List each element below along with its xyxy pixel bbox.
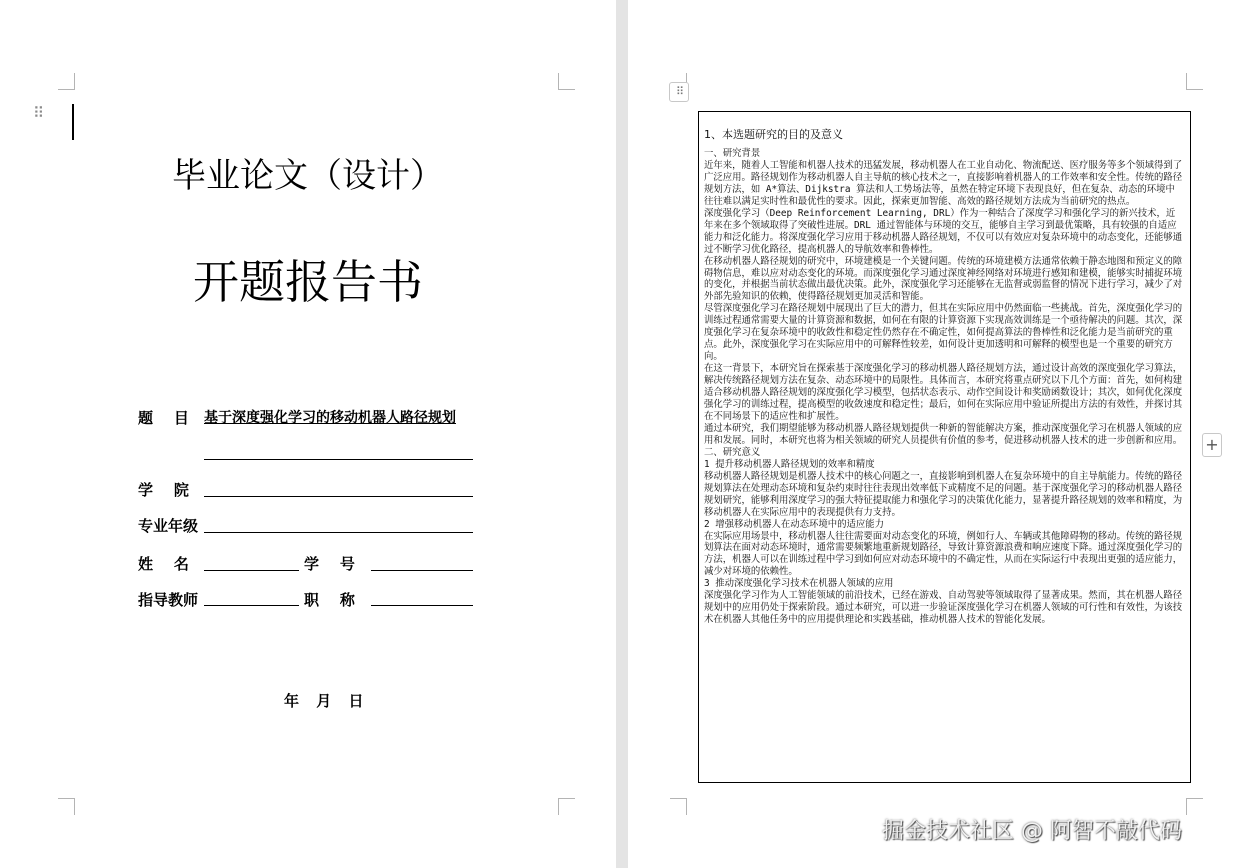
cover-title-line2: 开题报告书 [193,255,423,309]
margin-corner-mark [1186,798,1203,815]
margin-corner-mark [558,73,575,90]
student-id-field[interactable] [371,570,473,571]
paragraph: 深度强化学习作为人工智能领域的前沿技术，已经在游戏、自动驾驶等领域取得了显著成果。然而，其在机器人路径规划中的应用仍处于探索阶段。通过本研究，可以进一步验证深度强化学习在机器人领域的可行性和有效性，为该技术在机器人其他任务中的应用提供理论和实践基础，推动机器人技术的智能化发展。 [704,590,1183,626]
paragraph: 尽管深度强化学习在路径规划中展现出了巨大的潜力，但其在实际应用中仍然面临一些挑战。首先，深度强化学习的训练过程通常需要大量的计算资源和数据，如何在有限的计算资源下实现高效训练是一个亟待解决的问题。其次，深度强化学习在复杂环境中的收敛性和稳定性仍然存在不确定性，如何提高算法的鲁棒性和泛化能力是当前研究的重点。此外，深度强化学习在实际应用中的可解释性较差，如何设计更加透明和可解释的模型也是一个重要的研究方向。 [704,303,1183,363]
paragraph: 移动机器人路径规划是机器人技术中的核心问题之一，直接影响到机器人在复杂环境中的自主导航能力。传统的路径规划算法在处理动态环境和复杂约束时往往表现出效率低下或精度不足的问题。基于深度强化学习的移动机器人路径规划研究，能够利用深度学习的强大特征提取能力和强化学习的决策优化能力，显著提升路径规划的效率和精度，为移动机器人在实际应用中的表现提供有力支持。 [704,470,1183,518]
college-label: 学 院 [138,481,189,499]
advisor-field[interactable] [204,605,299,606]
margin-corner-mark [670,798,687,815]
cover-title-line1: 毕业论文（设计） [172,156,444,196]
college-field[interactable] [204,496,473,497]
topic-value[interactable]: 基于深度强化学习的移动机器人路径规划 [204,410,456,426]
block-drag-handle-icon[interactable]: ⠿ [33,104,42,122]
paragraph: 1 提升移动机器人路径规划的效率和精度 [704,458,875,470]
section-heading: 1、本选题研究的目的及意义 [704,128,843,141]
job-title-label: 职 称 [304,591,355,609]
topic-underline[interactable] [204,459,473,460]
advisor-label: 指导教师 [138,591,199,609]
cover-page [0,0,616,868]
watermark: 掘金技术社区 @ 阿智不敲代码 [882,819,1182,844]
topic-label: 题 目 [138,409,189,427]
table-drag-handle-icon[interactable]: ⠿ [669,82,689,102]
date-line: 年 月 日 [284,692,370,710]
content-text-box[interactable] [698,111,1191,783]
margin-corner-mark [1186,73,1203,90]
margin-corner-mark [558,798,575,815]
paragraph: 在实际应用场景中，移动机器人往往需要面对动态变化的环境，例如行人、车辆或其他障碍物的移动。传统的路径规划算法在面对动态环境时，通常需要频繁地重新规划路径，导致计算资源浪费和响应速度下降。通过深度强化学习的方法，机器人可以在训练过程中学习到如何应对动态环境中的不确定性，从而在实际运行中表现出更强的适应能力，减少对环境的依赖性。 [704,530,1183,578]
add-row-plus-icon[interactable]: + [1202,433,1222,457]
paragraph: 一、研究背景 [704,148,761,159]
paragraph: 3 推动深度强化学习技术在机器人领域的应用 [704,578,894,590]
paragraph: 在移动机器人路径规划的研究中，环境建模是一个关键问题。传统的环境建模方法通常依赖于静态地图和预定义的障碍物信息，难以应对动态变化的环境。而深度强化学习通过深度神经网络对环境进行感知和建模，能够实时捕捉环境的变化，并根据当前状态做出最优决策。此外，深度强化学习还能够在无监督或弱监督的情况下进行学习，减少了对外部先验知识的依赖，使得路径规划更加灵活和智能。 [704,255,1183,303]
paragraph: 通过本研究，我们期望能够为移动机器人路径规划提供一种新的智能解决方案，推动深度强化学习在机器人领域的应用和发展。同时，本研究也将为相关领域的研究人员提供有价值的参考，促进移动机器人技术的进一步创新和应用。 [704,422,1183,446]
paragraph: 2 增强移动机器人在动态环境中的适应能力 [704,518,885,530]
major-field[interactable] [204,532,473,533]
name-field[interactable] [204,570,299,571]
student-id-label: 学 号 [304,555,355,573]
text-cursor [72,104,74,140]
paragraph: 二、研究意义 [704,446,761,458]
major-label: 专业年级 [138,517,199,535]
paragraph: 在这一背景下，本研究旨在探索基于深度强化学习的移动机器人路径规划方法，通过设计高效的深度强化学习算法，解决传统路径规划方法在复杂、动态环境中的局限性。具体而言，本研究将重点研究以下几个方面：首先，如何构建适合移动机器人路径规划的深度强化学习模型，包括状态表示、动作空间设计和奖励函数设计；其次，如何优化深度强化学习的训练过程，提高模型的收敛速度和稳定性；最后，如何在实际应用中验证所提出方法的有效性，并探讨其在不同场景下的适应性和扩展性。 [704,363,1183,422]
margin-corner-mark [58,798,75,815]
name-label: 姓 名 [138,555,189,573]
paragraph: 近年来，随着人工智能和机器人技术的迅猛发展，移动机器人在工业自动化、物流配送、医疗服务等多个领域得到了广泛应用。路径规划作为移动机器人自主导航的核心技术之一，直接影响着机器人的工作效率和安全性。传统的路径规划方法，如 A*算法、Dijkstra 算法和人工势场法等，虽然在特定环境下表现良好，但在复杂、动态的环境中往往难以满足实时性和最优性的要求。因此，探索更加智能、高效的路径规划方法成为当前研究的热点。 [704,159,1183,207]
paragraph: 深度强化学习（Deep Reinforcement Learning, DRL）作为一种结合了深度学习和强化学习的新兴技术，近年来在多个领域取得了突破性进展。DRL 通过智能体与环境的交互，能够自主学习到最优策略，具有较强的自适应能力和泛化能力。将深度强化学习应用于移动机器人路径规划，不仅可以有效应对复杂环境中的动态变化，还能够通过不断学习优化路径，提高机器人的导航效率和鲁棒性。 [704,207,1183,255]
job-title-field[interactable] [371,605,473,606]
margin-corner-mark [58,73,75,90]
